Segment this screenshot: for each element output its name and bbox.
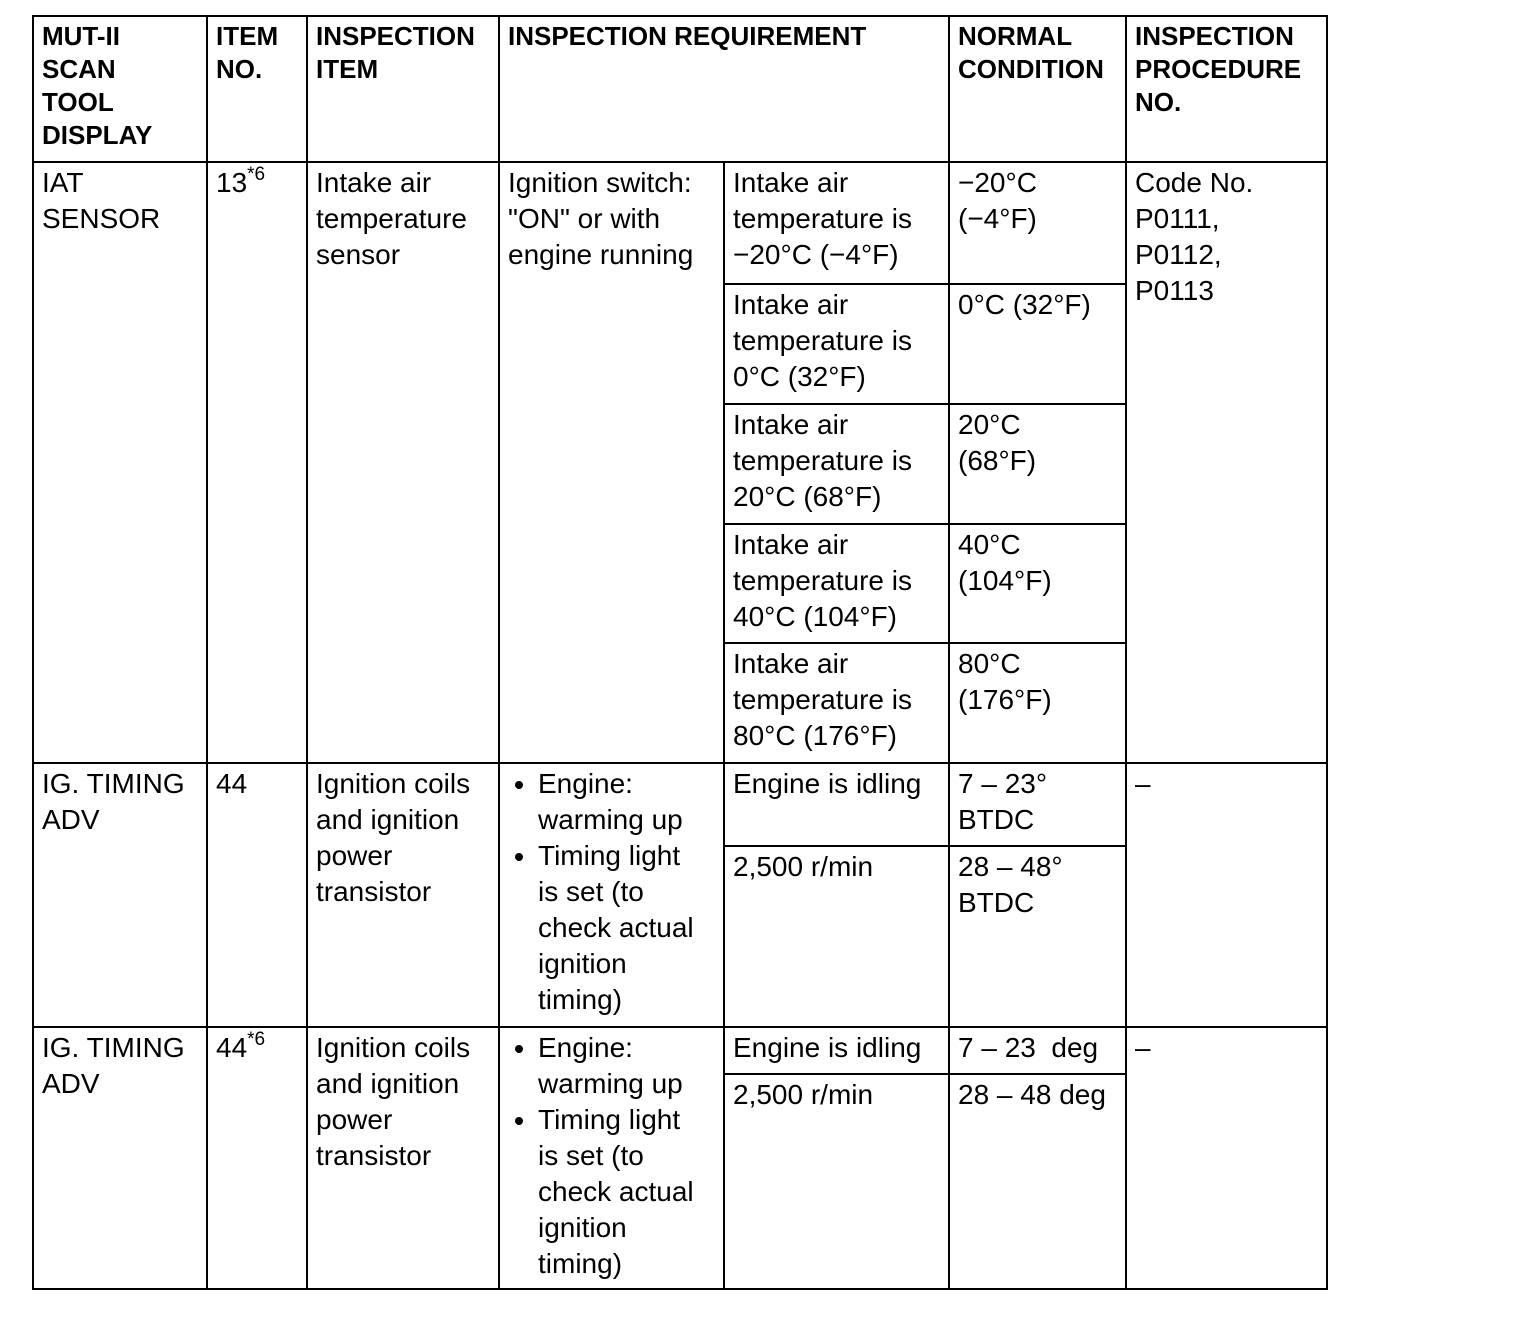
ig1-normal: 7 – 23° BTDC bbox=[949, 763, 1126, 846]
iat-normal: 0°C (32°F) bbox=[949, 284, 1126, 404]
iat-condition: Intake air temperature is 40°C (104°F) bbox=[724, 524, 949, 643]
header-procedure-no: INSPECTION PROCEDURE NO. bbox=[1126, 16, 1327, 162]
list-item: • Timing light is set (to check actual ignition timing) bbox=[538, 1102, 715, 1282]
ig1-inspection-item: Ignition coils and ignition power transistor bbox=[307, 763, 499, 1027]
ig2-normal: 28 – 48 deg bbox=[949, 1074, 1126, 1289]
iat-item-no: 13$^{*6}$ bbox=[207, 162, 307, 763]
iat-inspection-item: Intake air temperature sensor bbox=[307, 162, 499, 763]
list-item: • Engine: warming up bbox=[538, 766, 715, 838]
header-normal-condition: NORMAL CONDITION bbox=[949, 16, 1126, 162]
ig2-requirement bbox=[499, 1027, 724, 1289]
ig2-normal: 7 – 23 deg bbox=[949, 1027, 1126, 1074]
iat-condition: Intake air temperature is −20°C (−4°F) bbox=[724, 162, 949, 284]
iat-procedure: Code No. P0111, P0112, P0113 bbox=[1126, 162, 1327, 763]
iat-item-footnote: *6 bbox=[247, 163, 266, 185]
ig1-requirement bbox=[499, 763, 724, 1027]
ig2-item-no: 44$^{*6}$ bbox=[207, 1027, 307, 1289]
iat-normal: −20°C (−4°F) bbox=[949, 162, 1126, 284]
inspection-table bbox=[32, 15, 1328, 1290]
ig2-procedure: – bbox=[1126, 1027, 1327, 1289]
iat-normal: 40°C (104°F) bbox=[949, 524, 1126, 643]
header-row bbox=[33, 16, 1327, 162]
iat-display: IAT SENSOR bbox=[33, 162, 207, 763]
ig2-display: IG. TIMING ADV bbox=[33, 1027, 207, 1289]
header-display: MUT-II SCAN TOOL DISPLAY bbox=[33, 16, 207, 162]
ig1-requirement-list bbox=[508, 766, 715, 1018]
ig2-condition: Engine is idling bbox=[724, 1027, 949, 1074]
iat-condition: Intake air temperature is 80°C (176°F) bbox=[724, 643, 949, 763]
table-row bbox=[33, 763, 1327, 846]
ig1-condition: 2,500 r/min bbox=[724, 846, 949, 1027]
ig2-item-footnote: *6 bbox=[247, 1028, 266, 1050]
iat-requirement: Ignition switch: "ON" or with engine running bbox=[499, 162, 724, 763]
iat-condition: Intake air temperature is 0°C (32°F) bbox=[724, 284, 949, 404]
ig2-inspection-item: Ignition coils and ignition power transistor bbox=[307, 1027, 499, 1289]
table-row bbox=[33, 1027, 1327, 1074]
ig1-procedure: – bbox=[1126, 763, 1327, 1027]
iat-condition: Intake air temperature is 20°C (68°F) bbox=[724, 404, 949, 524]
list-item: • Timing light is set (to check actual ignition timing) bbox=[538, 838, 715, 1018]
ig2-condition: 2,500 r/min bbox=[724, 1074, 949, 1289]
ig1-condition: Engine is idling bbox=[724, 763, 949, 846]
ig1-display: IG. TIMING ADV bbox=[33, 763, 207, 1027]
header-inspection-item: INSPECTION ITEM bbox=[307, 16, 499, 162]
iat-normal: 80°C (176°F) bbox=[949, 643, 1126, 763]
ig1-normal: 28 – 48° BTDC bbox=[949, 846, 1126, 1027]
ig1-item-no: 44 bbox=[207, 763, 307, 1027]
header-inspection-requirement: INSPECTION REQUIREMENT bbox=[499, 16, 949, 162]
list-item: • Engine: warming up bbox=[538, 1030, 715, 1102]
iat-normal: 20°C (68°F) bbox=[949, 404, 1126, 524]
table-row bbox=[33, 162, 1327, 284]
ig2-requirement-list bbox=[508, 1030, 715, 1282]
header-item-no: ITEM NO. bbox=[207, 16, 307, 162]
